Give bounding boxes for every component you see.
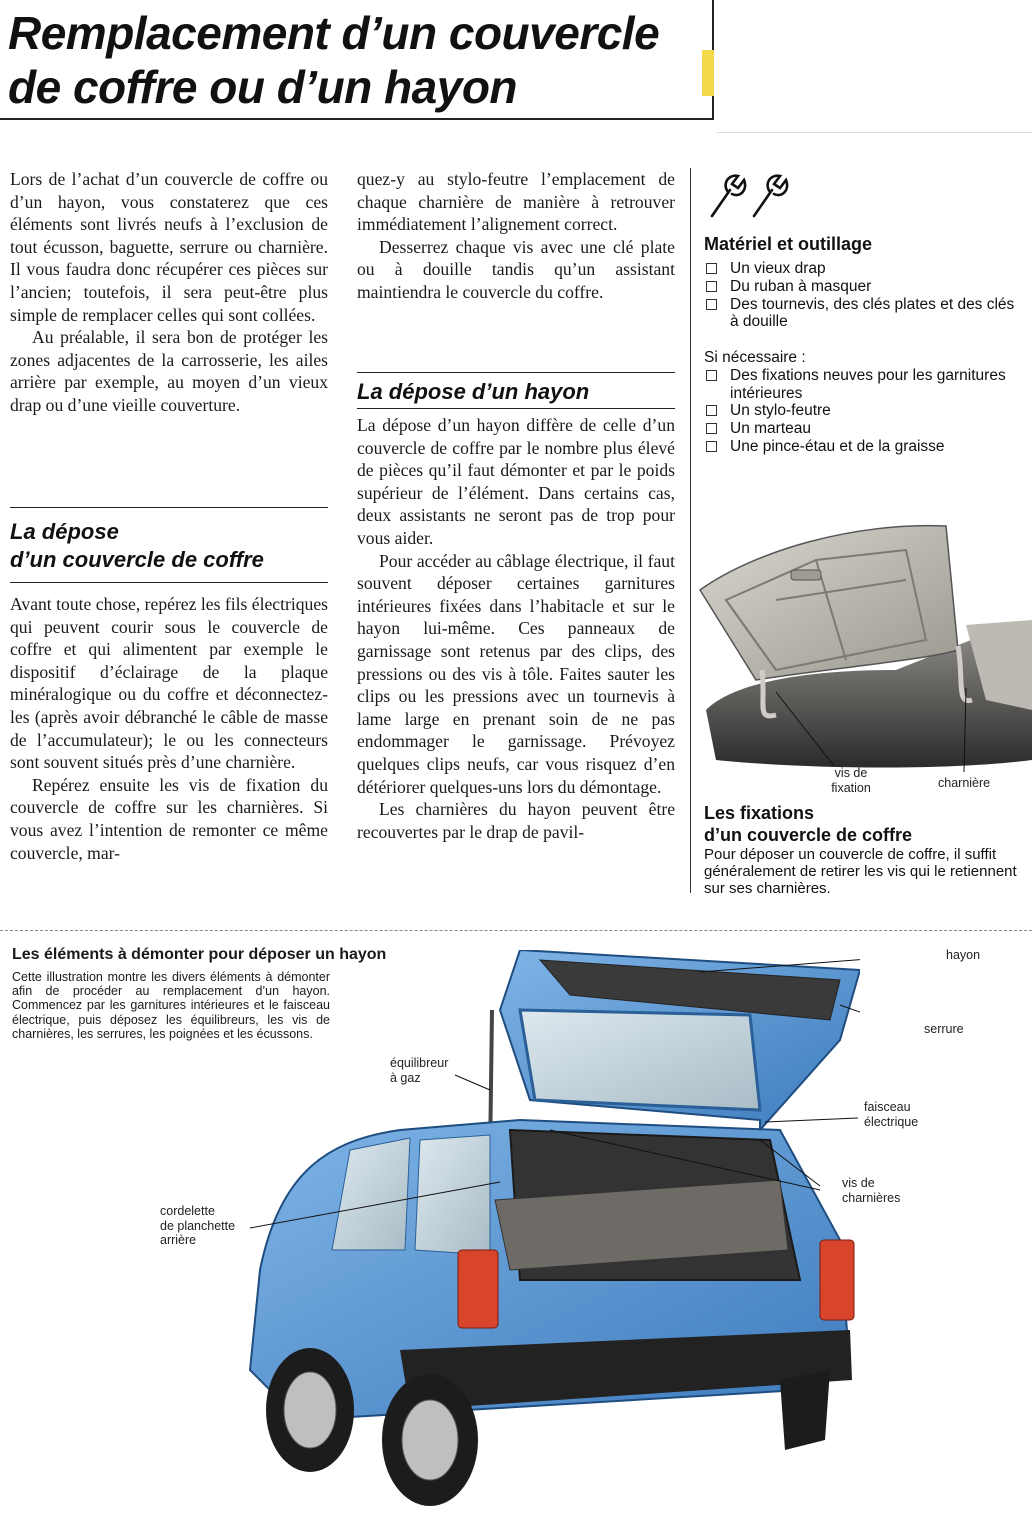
trunk-lid-illustration [696,520,1032,800]
tools-item [704,420,1022,438]
tools-item-label: Un vieux drap [730,260,826,277]
label-hinge: charnière [938,776,991,790]
tools-item [704,260,1022,278]
title-rule [0,118,712,120]
checkbox-icon [706,263,717,274]
checkbox-icon [706,281,717,292]
paragraph: quez-y au stylo-feutre l’emplacement de chaque charnière de manière à retrouver immédiatement l’alignement correct. [357,169,675,235]
page-title [8,6,718,114]
tools-item [704,367,1022,403]
tools-item [704,296,1022,332]
title-line-2: de coffre ou d’un hayon [8,61,518,113]
corner-margin [716,0,1032,133]
hatch-intro: Cette illustration montre les divers éléments à démonter afin de procéder au remplacement d’un hayon. Commencez par les garnitures intérieures et le faisceau électrique, puis déposez les équilibreurs, les vis de charnières, les serrures, les poignées et les écussons. [12,970,330,1041]
label-cordelette: cordelette de planchette arrière [160,1204,236,1247]
leader-line [765,1118,858,1122]
paragraph: Avant toute chose, repérez les fils électriques qui peuvent courir sous le couvercle de coffre et qui alimentent par exemple le dispositif d’éclairage de la plaque minéralogique ou du coffre et déconnectez-les (après avoir débranché le câble de masse de l’accumulateur); le ou les connecteurs sont souvent situés près d’une charnière. [10,594,328,773]
tail-light-left [458,1250,498,1328]
tools-item-label: Des fixations neuves pour les garnitures intérieures [730,366,1006,402]
tools-item-label: Un marteau [730,420,811,438]
checkbox-icon [706,405,717,416]
label-screw: vis de fixation [831,766,871,795]
checkbox-icon [706,299,717,310]
label-equilibreur: équilibreur à gaz [390,1056,449,1085]
label-vis-charnieres: vis de charnières [842,1176,901,1205]
tools-item-label: Des tournevis, des clés plates et des clés à douille [730,295,1015,331]
paragraph: Desserrez chaque vis avec une clé plate ou à douille tandis qu’un assistant maintiendra le couvercle du coffre. [357,236,675,302]
tools-item-label: Du ruban à masquer [730,277,872,295]
tools-item-label: Un stylo-feutre [730,402,831,420]
hubcap [402,1400,458,1480]
hatch-heading: Les éléments à démonter pour déposer un hayon [12,946,387,963]
section-rule [10,582,328,583]
heading-line: d’un couvercle de coffre [10,547,264,572]
tools-item [704,438,1022,456]
mud-flap [780,1370,830,1450]
section-rule [357,408,675,409]
tools-item [704,402,1022,420]
tools-item [704,278,1022,296]
label-serrure: serrure [924,1022,964,1036]
trunk-caption-heading [704,802,912,846]
paragraph: La dépose d’un hayon diffère de celle d’un couvercle de coffre par le nombre plus élevé de pièces qu’il faut démonter et par le poids supérieur de l’élément. Dans certains cas, deux assistants ne seront pas de trop pour vous aider. [357,415,675,548]
side-window [415,1135,490,1255]
paragraph: Lors de l’achat d’un couvercle de coffre ou d’un hayon, vous constaterez que ces éléments sont livrés neufs à l’exclusion de tout écusson, baguette, serrure ou charnière. Il vous faudra donc récupérer ces pièces sur l’ancien; toutefois, il sera peut-être plus simple de remplacer celles qui sont collées. [10,169,328,325]
tools-heading: Matériel et outillage [704,234,873,254]
label-faisceau: faisceau électrique [864,1100,919,1129]
section-rule [357,372,675,373]
caption-line: d’un couvercle de coffre [704,825,913,845]
yellow-tab [702,50,714,96]
lid-latch [791,570,821,580]
bottom-divider [0,930,1032,932]
column-2 [357,168,675,304]
column-1-continued [10,593,328,864]
section-heading-trunk [10,518,328,574]
tools-list [704,260,1022,331]
checkbox-icon [706,423,717,434]
wrench-icon [704,170,794,222]
optional-label: Si nécessaire : [704,349,806,366]
hatch-glass [520,1010,760,1110]
paragraph: Pour accéder au câblage électrique, il faut souvent déposer certaines garnitures intérieures fixées dans l’habitacle et sur le hayon lui-même. Ces panneaux de garnissage sont retenus par des clips, des pressions ou des vis à tôle. Faites sauter les clips ou les pressions avec un tournevis à lame large en prenant soin de ne pas endommager le garnissage. Prévoyez quelques clips neufs, car vous risquez d’en détériorer quelques-uns lors du démontage. [357,550,675,797]
paragraph: Repérez ensuite les vis de fixation du couvercle de coffre sur les charnières. Si vous avez l’intention de remonter ce même couvercle, mar- [10,774,328,863]
trunk-caption-text: Pour déposer un couvercle de coffre, il suffit généralement de retirer les vis qui le retiennent sur ses charnières. [704,846,1017,897]
leader-line [455,1075,490,1090]
optional-tools-list [704,349,1022,456]
column-1 [10,168,328,417]
column-2-continued [357,414,675,843]
checkbox-icon [706,370,717,381]
hubcap [284,1372,336,1448]
paragraph: Au préalable, il sera bon de protéger les zones adjacentes de la carrosserie, les ailes arrière par exemple, au moyen d’un vieux drap ou d’une vieille couverture. [10,327,328,415]
tail-light-right [820,1240,854,1320]
paragraph: Les charnières du hayon peuvent être recouvertes par le drap de pavil- [357,799,675,842]
heading-line: La dépose [10,519,119,544]
label-hayon: hayon [946,948,981,962]
checkbox-icon [706,441,717,452]
title-line-1: Remplacement d’un couvercle [8,7,660,59]
section-heading-hatch: La dépose d’un hayon [357,379,590,404]
hatchback-illustration [240,950,860,1510]
tools-item-label: Une pince-étau et de la graisse [730,437,945,455]
caption-line: Les fixations [704,803,815,823]
section-rule [10,507,328,508]
column-divider [690,168,691,893]
